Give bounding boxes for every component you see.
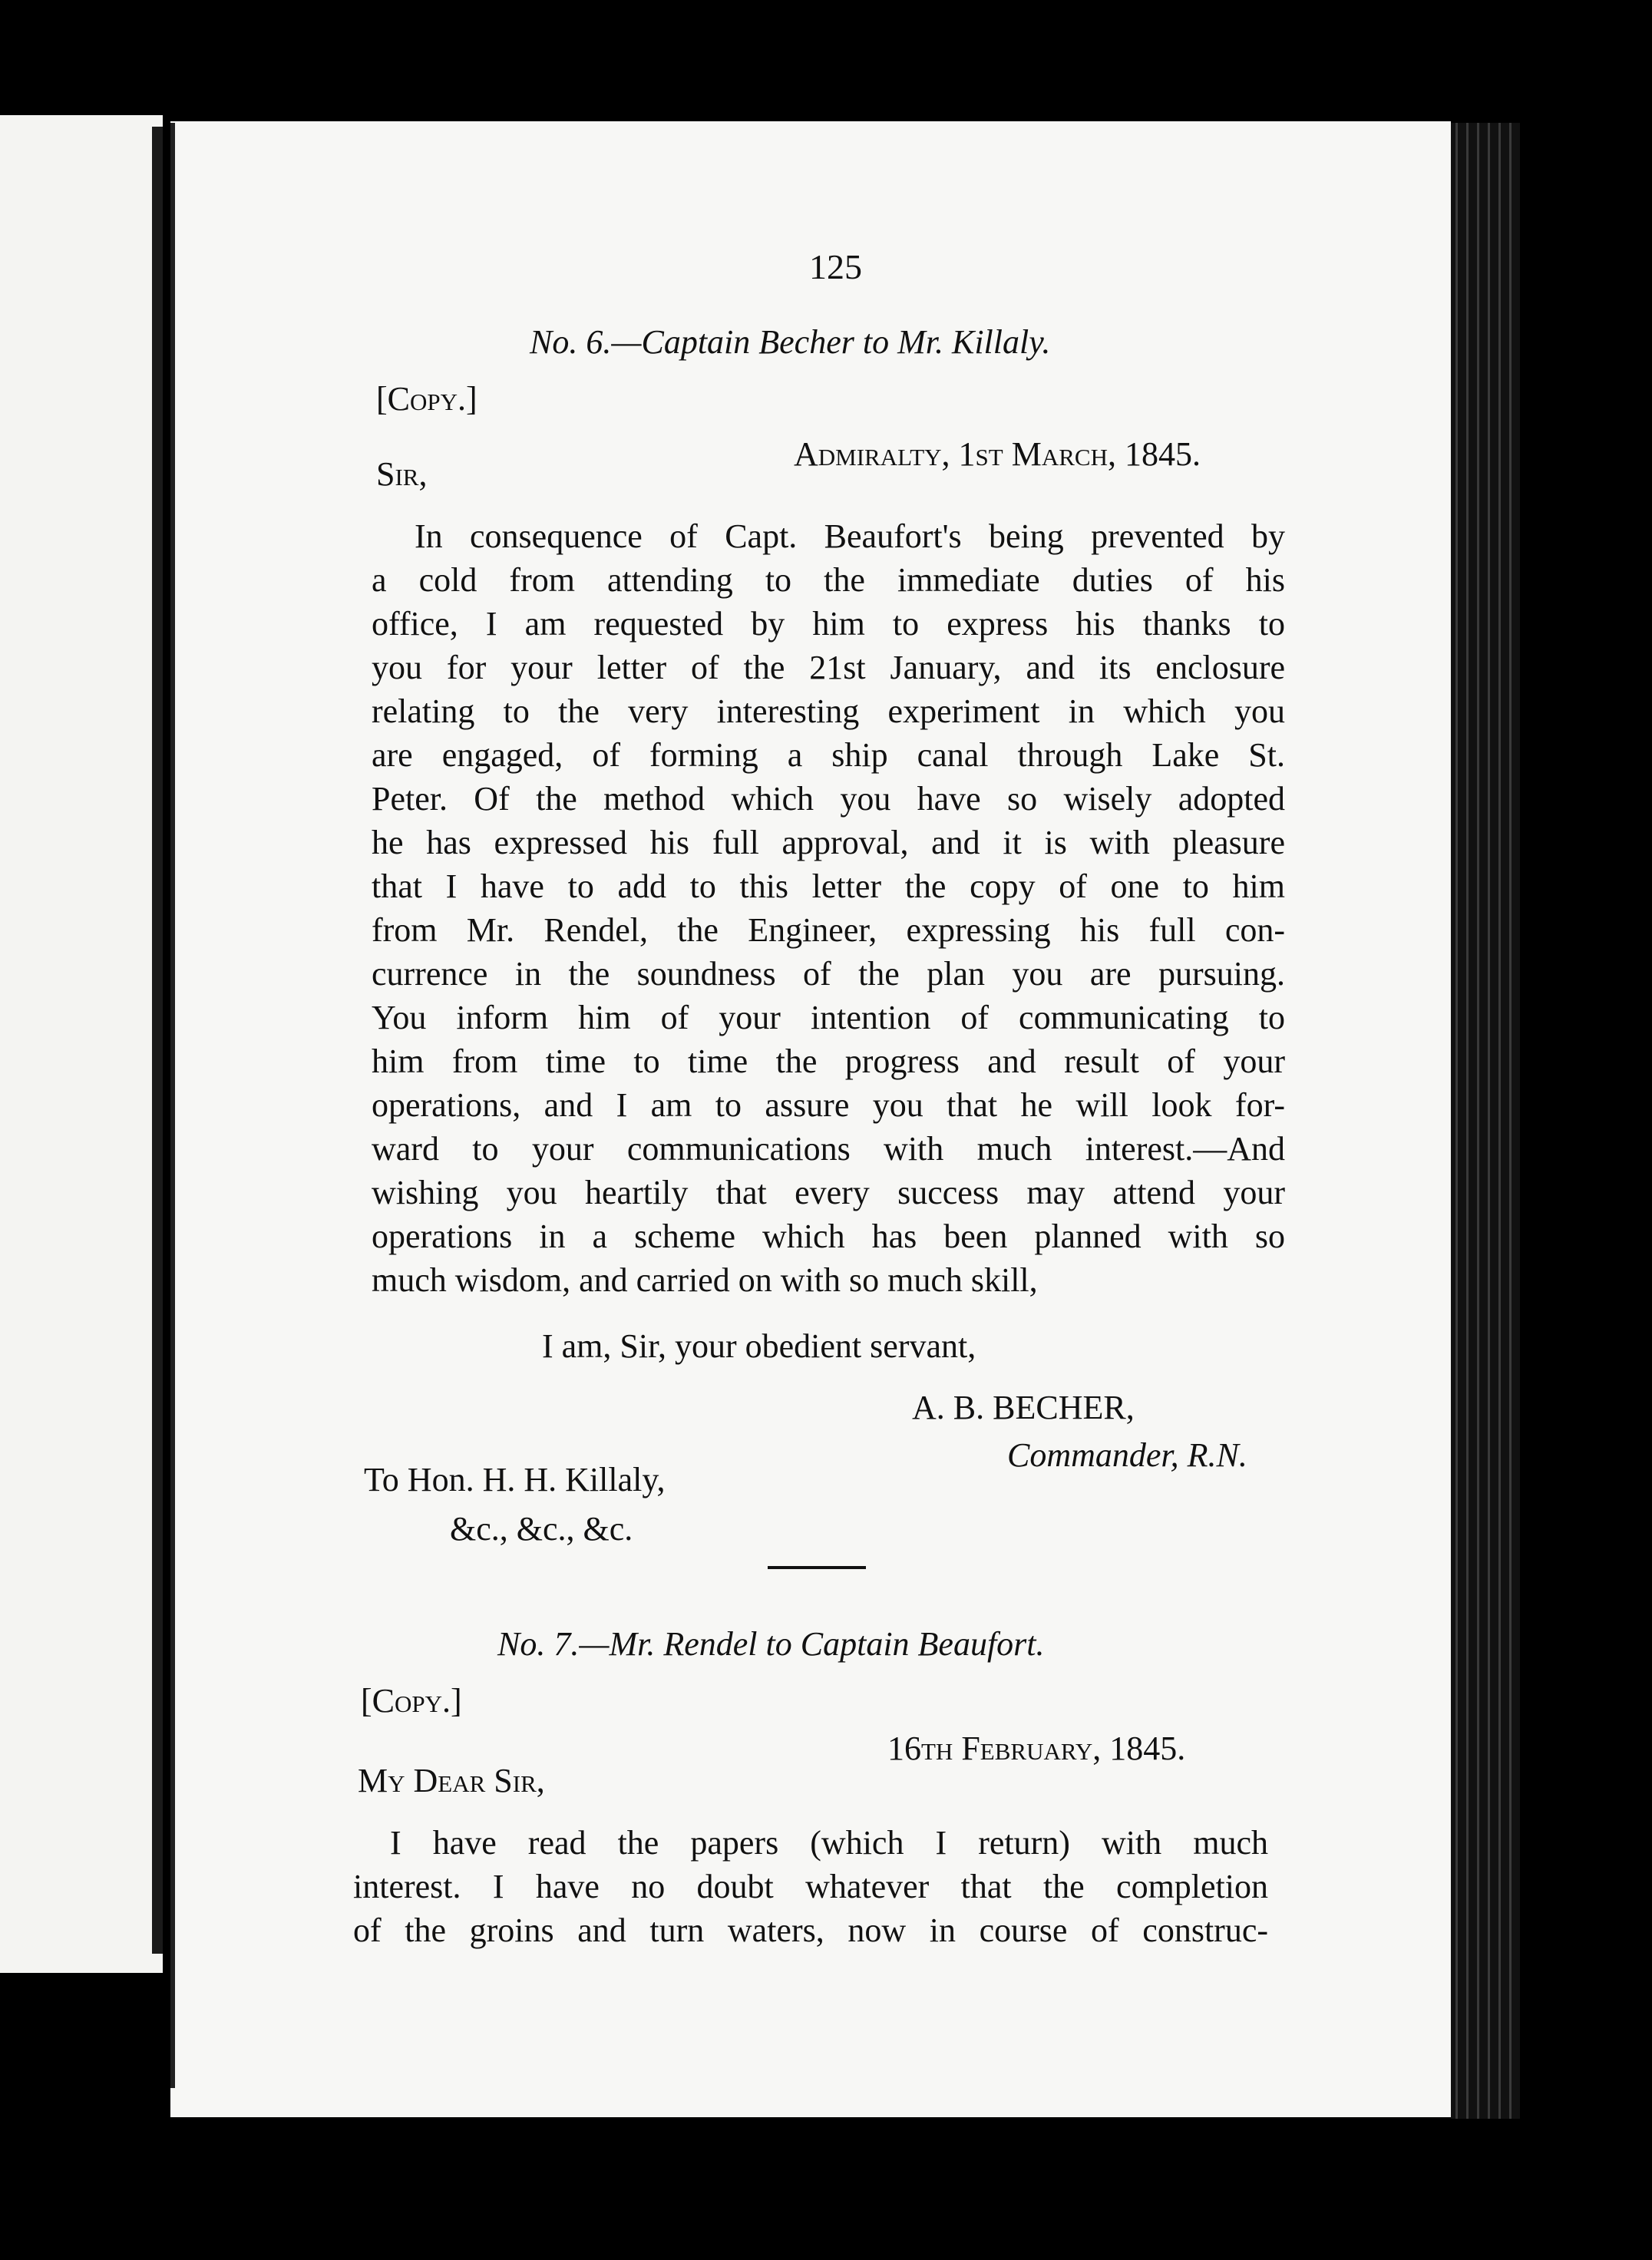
body-line: operations, and I am to assure you that he will look for- bbox=[372, 1086, 1285, 1124]
letter1-addressee: To Hon. H. H. Killaly, bbox=[364, 1461, 666, 1498]
letter2-body bbox=[353, 1821, 1268, 1952]
binding-gutter bbox=[170, 123, 175, 2088]
body-line: office, I am requested by him to express his thanks to bbox=[372, 605, 1285, 643]
body-line: operations in a scheme which has been planned with so bbox=[372, 1218, 1285, 1255]
body-line: of the groins and turn waters, now in course of construc- bbox=[353, 1911, 1268, 1949]
body-line: that I have to add to this letter the copy of one to him bbox=[372, 867, 1285, 905]
letter2-heading: No. 7.—Mr. Rendel to Captain Beaufort. bbox=[497, 1625, 1045, 1663]
body-line: are engaged, of forming a ship canal through Lake St. bbox=[372, 736, 1285, 774]
page-stack-edges bbox=[1451, 123, 1520, 2119]
letter1-heading: No. 6.—Captain Becher to Mr. Killaly. bbox=[530, 323, 1051, 361]
letter2-date: 16th February, 1845. bbox=[887, 1730, 1186, 1767]
body-line: currence in the soundness of the plan you are pursuing. bbox=[372, 955, 1285, 993]
body-line: interest. I have no doubt whatever that the completion bbox=[353, 1868, 1268, 1905]
letter2-copy-mark: [Copy.] bbox=[361, 1682, 462, 1720]
letter1-salutation: Sir, bbox=[376, 455, 428, 493]
letter1-body bbox=[372, 514, 1285, 1302]
body-line: you for your letter of the 21st January, and its enclosure bbox=[372, 649, 1285, 686]
body-line: Peter. Of the method which you have so wisely adopted bbox=[372, 780, 1285, 818]
section-divider bbox=[768, 1566, 866, 1569]
page-number: 125 bbox=[809, 247, 862, 286]
body-line: I have read the papers (which I return) with much bbox=[390, 1824, 1268, 1862]
body-line: a cold from attending to the immediate duties of his bbox=[372, 561, 1285, 599]
body-line: You inform him of your intention of communicating to bbox=[372, 999, 1285, 1036]
body-line: relating to the very interesting experiment in which you bbox=[372, 692, 1285, 730]
body-line: ward to your communications with much interest.—And bbox=[372, 1130, 1285, 1168]
facing-page-gutter bbox=[152, 127, 163, 1954]
body-line: he has expressed his full approval, and it is with pleasure bbox=[372, 824, 1285, 861]
letter2-salutation: My Dear Sir, bbox=[358, 1762, 545, 1799]
letter1-addressee-etc: &c., &c., &c. bbox=[450, 1510, 633, 1548]
letter1-copy-mark: [Copy.] bbox=[376, 380, 477, 418]
body-line: wishing you heartily that every success may attend your bbox=[372, 1174, 1285, 1211]
body-line: from Mr. Rendel, the Engineer, expressing his full con- bbox=[372, 911, 1285, 949]
letter1-signature: A. B. BECHER, bbox=[912, 1389, 1135, 1426]
body-line: In consequence of Capt. Beaufort's being prevented by bbox=[415, 517, 1285, 555]
letter1-closing: I am, Sir, your obedient servant, bbox=[542, 1327, 976, 1365]
letter1-place-date: Admiralty, 1st March, 1845. bbox=[794, 435, 1201, 473]
body-line: much wisdom, and carried on with so much skill, bbox=[372, 1261, 1038, 1299]
facing-page-edge bbox=[0, 115, 163, 1973]
body-line: him from time to time the progress and result of your bbox=[372, 1042, 1285, 1080]
letter1-signatory-title: Commander, R.N. bbox=[1007, 1436, 1247, 1474]
